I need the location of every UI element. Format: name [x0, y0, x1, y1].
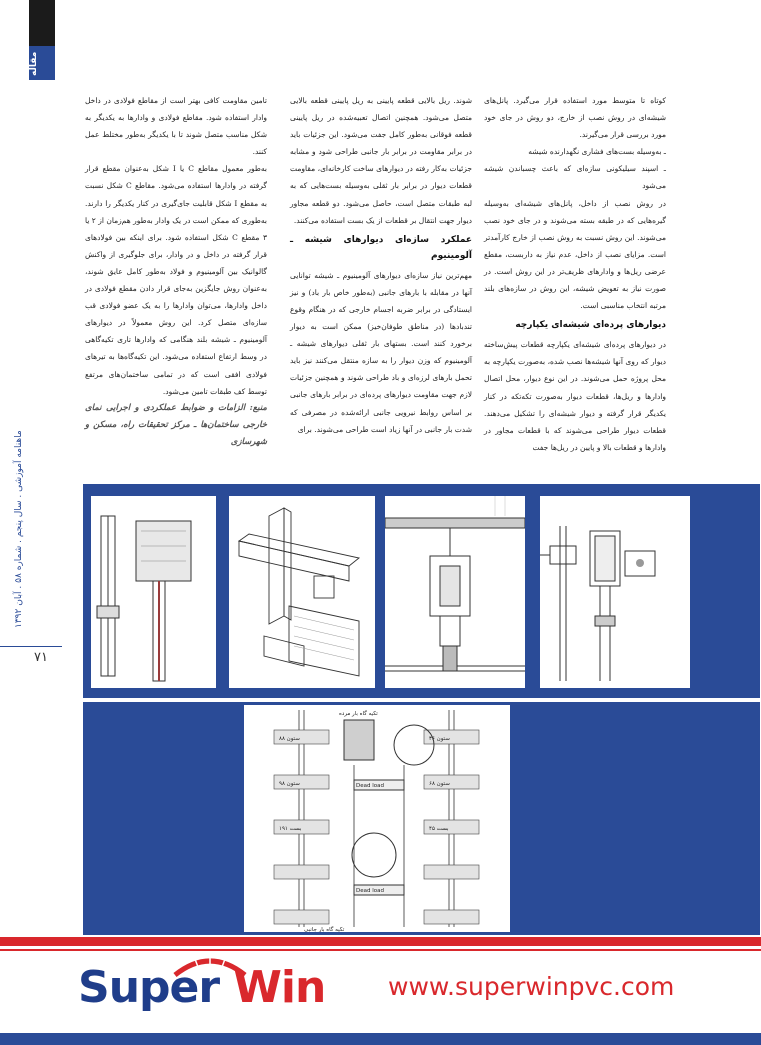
section-label: مقاله	[29, 51, 39, 77]
figure-transom-section	[385, 496, 525, 688]
list-item: ـ به‌وسیله بست‌های فشاری نگهدارنده شیشه	[528, 147, 666, 157]
paragraph: در دیوارهای پرده‌ای شیشه‌ای یکپارچه قطعات پیش‌ساخته دیوار که روی آنها شیشه‌ها نصب شده، به‌صورت یکپارچه به محل پروژه حمل می‌شوند. در این نوع دیوار، محل اتصال وادارها و ریل‌ها، قطعات دیوار به‌صورت تکه‌تکه در کنار یکدیگر قرار گرفته و دیوار شیشه‌ای را تشکیل می‌دهند. قطعات دیوار طراحی می‌شوند که با قطعات مجاور در وادارها و قطعات بالا و پایین در ریل‌ها جفت	[484, 340, 666, 452]
paragraph: تامین مقاومت کافی بهتر است از مقاطع فولادی در داخل وادار استفاده شود. مقاطع فولادی و وادارها به یکدیگر به شکل مناسب متصل شوند تا با یکدیگر به‌طور مختلط عمل کنند.	[85, 96, 267, 157]
paragraph: در روش نصب از داخل، پانل‌های شیشه‌ای به‌وسیله گیره‌هایی که در طبقه بسته می‌شوند و در جای خود نصب می‌شوند. این روش نسبت به روش نصب از خارج کارآمدتر است. مزایای نصب از داخل، عدم نیاز به داربست، مقطع عرضی ریل‌ها و وادارهای ظریف‌تر در این روش است. در صورت نیاز به تعویض شیشه، این روش در سازه‌های بلند مرتبه انتخاب مناسبی است.	[484, 198, 666, 311]
diagram-label: Dead load	[356, 888, 384, 894]
brand-win: Win	[233, 962, 326, 1013]
ad-top-stripe	[0, 937, 761, 946]
paragraph: مهم‌ترین نیاز سازه‌ای دیوارهای آلومینیوم ـ شیشه توانایی آنها در مقابله با بارهای جانبی (به‌طور خاص بار باد) و نیز ایستادگی در برابر ضربه اجسام خارجی که در هنگام وقوع تندباد‌ها (در مناطق طوفان‌خیز) ممکن است به دیوار برخورد کنند است. بستهای بار ثقلی دیوارهای شیشه ـ آلومینیوم که وزن دیوار را به سازه منتقل می‌کنند نیز باید تحمل بارهای لرزه‌ای و باد طراحی شوند و همچنین جزئیات لازم جهت مقاومت دیوارهای پرده‌ای در برابر بارهای جانبی بر اساس روابط نیرویی جانبی ارائه‌شده در مصرفی که شدت بار جانبی در آنها زیاد است طراحی می‌شوند. برای	[290, 270, 472, 434]
diagram-label: تکیه گاه بار مرده	[339, 711, 378, 717]
ad-url-link[interactable]: www.superwinpvc.com	[388, 972, 675, 1001]
text-column-left	[85, 92, 267, 451]
section-heading: دیوارهای پرده‌ای شیشه‌ای یکپارچه	[515, 320, 666, 331]
list-item: ـ اسپند سیلیکونی سازه‌ای که باعث چسباندن شیشه می‌شود	[484, 164, 666, 191]
diagram-label: بست ۱۹۱	[279, 826, 302, 832]
paragraph: به‌طور معمول مقاطع C یا I شکل به‌عنوان مقطع قرار گرفته در وادارها استفاده می‌شود. مقاطع C شکل نسبت به مقطع I شکل قابلیت جای‌گیری در کنار یکدیگر را دارند. به‌طوری که ممکن است در یک وادار به‌طور هم‌زمان از ۲ یا ۳ مقطع C شکل استفاده شود. برای اینکه بین فولادهای قرار گرفته در داخل و در وادار، برای جلوگیری از واکنش گالوانیک بین آلومینیوم و فولاد به‌طور کامل عایق شوند، به‌عنوان روش جایگزین به‌جای قرار دادن مقطع فولادی در داخل وادارها، می‌توان وادارها را به یک عضو فولادی قب سازه‌ای متصل کرد. این روش معمولاً در دیوارهای آلومینیوم ـ شیشه بلند هنگامی که وادارها تاری تکیه‌گاهی در وسط ارتفاع استفاده می‌شود. این تکیه‌گاه‌ها به تیرهای فولادی افقی است که در تمامی ساختمان‌های مرتفع توسط کف طبقات تامین می‌شود.	[85, 164, 267, 396]
diagram-label: ستون ۹۸	[279, 781, 300, 787]
paragraph: شوند. ریل بالایی قطعه پایینی به ریل پایینی قطعه بالایی متصل می‌شود. همچنین اتصال تعبیه‌شده در ریل پایینی قطعه فوقانی به‌طور کامل جفت می‌شود. این جزئیات باید در برابر مقاومت در برابر بار جانبی طراحی شود و مشابه جزئیات به‌کار رفته در دیوارهای ساخت کارخانه‌ای، مقاومت قطعات دیوار در برابر بار ثقلی به‌وسیله بست‌هایی که به لبه طبقات متصل است، حاصل می‌شود. دو قطعه مجاور دیوار جهت انتقال بر قطعات از یک بست استفاده می‌کنند.	[290, 96, 472, 225]
diagram-label: تکیه گاه بار جانبی	[304, 927, 345, 932]
figure-anchor-detail	[540, 496, 690, 688]
brand-super: Super	[78, 962, 220, 1013]
source-note: منبع: الزامات و ضوابط عملکردی و اجرایی نمای خارجی ساختمان‌ها ـ مرکز تحقیقات راه، مسکن و شهرسازی	[85, 402, 267, 447]
brand-logo	[78, 962, 325, 1013]
diagram-label: ستون ۶۸	[429, 781, 450, 787]
paragraph: کوتاه تا متوسط مورد استفاده قرار می‌گیرد. پانل‌های شیشه‌ای در روش نصب از خارج، دو روش در جای خود مورد بررسی قرار می‌گیرند.	[484, 96, 666, 140]
section-heading: عملکرد سازه‌ای دیوارهای شیشه ـ آلومینیوم	[290, 234, 472, 261]
page-number: ۷۱	[34, 650, 48, 665]
figure-isometric-joint	[229, 496, 375, 688]
figure-mullion-section	[91, 496, 216, 688]
ad-bottom-stripe	[0, 1033, 761, 1045]
diagram-label: ستون ۳۶	[429, 736, 450, 742]
diagram-label: ستون ۸۸	[279, 736, 300, 742]
journal-info: ماهنامه آموزشی . سال پنجم . شماره ۵۸ . آبان ۱۳۹۲	[14, 430, 24, 628]
diagram-label: Dead load	[356, 783, 384, 789]
text-column-right	[484, 92, 666, 456]
figure-load-diagram	[244, 705, 510, 932]
text-column-middle	[290, 92, 472, 438]
diagram-label: بست ۴۵	[429, 826, 449, 832]
